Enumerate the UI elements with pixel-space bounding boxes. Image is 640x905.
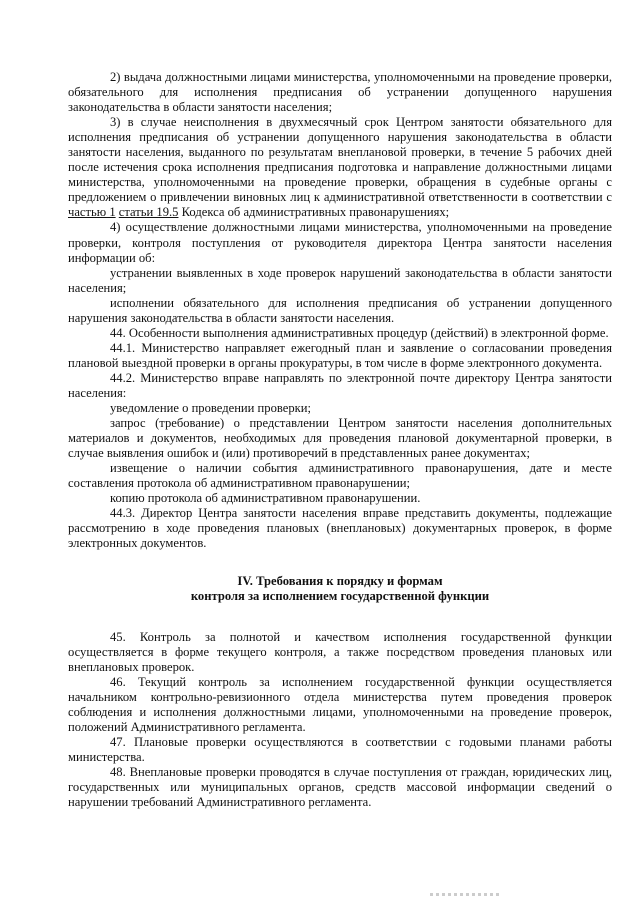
link-part-1[interactable]: частью 1 bbox=[68, 205, 116, 220]
paragraph-46: 46. Текущий контроль за исполнением государственной функции осуществляется начальником контрольно-ревизионного отдела министерства путем проведения проверок соблюдения и исполнения должностными лицами, уполномоченными на проведение проверок, положений Административного регламента. bbox=[68, 674, 612, 734]
paragraph-44-2-item-b: запрос (требование) о представлении Центром занятости населения дополнительных материалов и документов, необходимых для проведения плановой документарной проверки, в случае выявления ошибок и (или) противоречий в представленных ранее документах; bbox=[68, 416, 612, 461]
paragraph-4-item-a: устранении выявленных в ходе проверок нарушений законодательства в области занятости населения; bbox=[68, 265, 612, 295]
paragraph-44: 44. Особенности выполнения административных процедур (действий) в электронной форме. bbox=[110, 325, 609, 340]
link-article-19-5[interactable]: статьи 19.5 bbox=[118, 205, 179, 220]
paragraph-44-2-item-d: копию протокола об административном правонарушении. bbox=[110, 491, 421, 506]
section-heading-line-2: контроля за исполнением государственной функции bbox=[190, 588, 490, 603]
paragraph-48: 48. Внеплановые проверки проводятся в случае поступления от граждан, юридических лиц, государственных или муниципальных органов, средств массовой информации сведений о нарушении требований Административного регламента. bbox=[68, 765, 612, 810]
paragraph-44-1: 44.1. Министерство направляет ежегодный план и заявление о согласовании проведения плановой выездной проверки в органы прокуратуры, в том числе в форме электронного документа. bbox=[68, 340, 612, 370]
document-page bbox=[68, 70, 612, 810]
paragraph-44-2-item-a: уведомление о проведении проверки; bbox=[110, 401, 312, 416]
paragraph-4-item-b: исполнении обязательного для исполнения предписания об устранении допущенного нарушения законодательства в области занятости населения. bbox=[68, 295, 612, 325]
section-heading bbox=[68, 574, 612, 604]
paragraph-3-text-start: 3) в случае неисполнения в двухмесячный срок Центром занятости обязательного для исполнения предписания об устранении допущенного нарушения законодательства в области занятости населения, выданного по результатам внеплановой проверки, в течение 5 рабочих дней после истечения срока исполнения предписания подготовка и направление должностными лицами министерства, уполномоченными на проведение проверки, обращения в судебные органы с предложением о привлечении виновных лиц к административной ответственности в соответствии с bbox=[68, 115, 612, 205]
paragraph-3 bbox=[68, 115, 612, 220]
paragraph-44-2: 44.2. Министерство вправе направлять по электронной почте директору Центра занятости населения: bbox=[68, 370, 612, 400]
paragraph-2: 2) выдача должностными лицами министерства, уполномоченными на проведение проверки, обязательного для исполнения предписания об устранении допущенного нарушения законодательства в области занятости населения; bbox=[68, 70, 612, 115]
paragraph-4: 4) осуществление должностными лицами министерства, уполномоченными на проведение проверки, контроля поступления от руководителя директора Центра занятости населения информации об: bbox=[68, 220, 612, 265]
paragraph-44-3: 44.3. Директор Центра занятости населения вправе представить документы, подлежащие рассмотрению в ходе проведения плановых (внеплановых) документарных проверок, в форме электронных документов. bbox=[68, 506, 612, 551]
paragraph-3-text-end: Кодекса об административных правонарушениях; bbox=[178, 205, 450, 220]
paragraph-47: 47. Плановые проверки осуществляются в соответствии с годовыми планами работы министерства. bbox=[68, 734, 612, 764]
section-heading-line-1: IV. Требования к порядку и формам bbox=[237, 573, 443, 588]
paragraph-44-2-item-c: извещение о наличии события административного правонарушения, дате и месте составления протокола об административном правонарушении; bbox=[68, 461, 612, 491]
scan-artifact bbox=[430, 893, 500, 896]
paragraph-45: 45. Контроль за полнотой и качеством исполнения государственной функции осуществляется в форме текущего контроля, а также посредством проведения плановых или внеплановых проверок. bbox=[68, 629, 612, 674]
